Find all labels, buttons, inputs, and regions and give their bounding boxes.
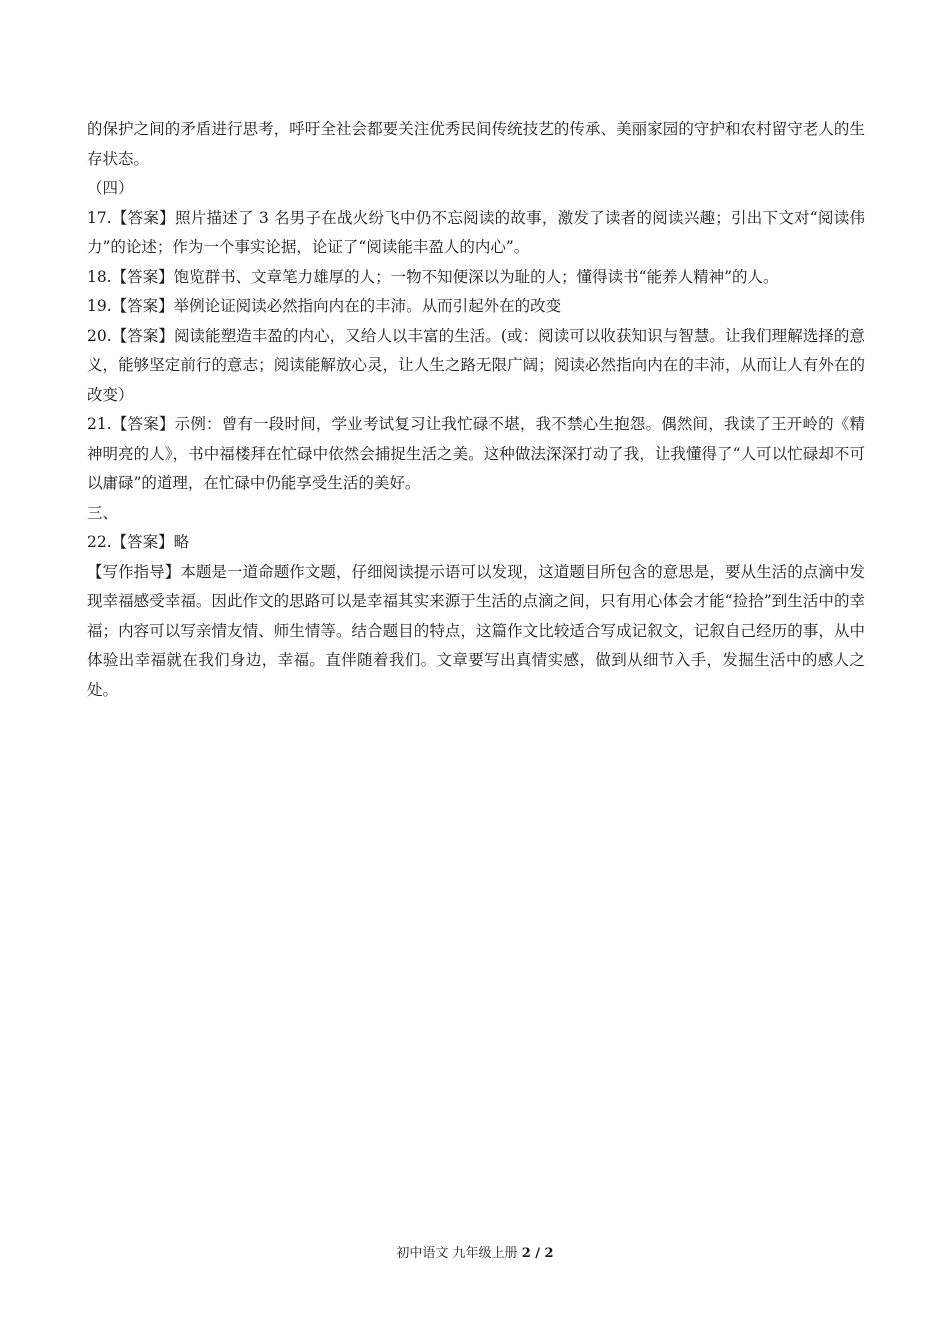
page-footer [0, 1245, 950, 1263]
answer-20: 20.【答案】阅读能塑造丰盈的内心，又给人以丰富的生活。(或：阅读可以收获知识与智慧。让我们理解选择的意义，能够坚定前行的意志；阅读能解放心灵，让人生之路无限广阔；阅读必然指向内在的丰沛，从而让人有外在的改变） [87, 326, 865, 404]
paragraph-continuation: 的保护之间的矛盾进行思考，呼吁全社会都要关注优秀民间传统技艺的传承、美丽家园的守护和农村留守老人的生存状态。 [87, 120, 865, 168]
footer-label: 初中语文 九年级上册 [396, 1246, 522, 1261]
answer-19: 19.【答案】举例论证阅读必然指向内在的丰沛。从而引起外在的改变 [87, 297, 562, 315]
section-heading-three: 三、 [87, 503, 119, 522]
answer-17: 17.【答案】照片描述了 3 名男子在战火纷飞中仍不忘阅读的故事，激发了读者的阅读兴趣；引出下文对“阅读伟力”的论述；作为一个事实论据，论证了“阅读能丰盈人的内心”。 [87, 208, 865, 256]
section-heading-four: （四） [87, 179, 134, 197]
answer-22: 22.【答案】略 [87, 533, 190, 551]
answer-21: 21.【答案】示例：曾有一段时间，学业考试复习让我忙碌不堪，我不禁心生抱怨。偶然间，我读了王开岭的《精神明亮的人》，书中福楼拜在忙碌中依然会捕捉生活之美。这种做法深深打动了我，让我懂得了“人可以忙碌却不可以庸碌”的道理，在忙碌中仍能享受生活的美好。 [87, 415, 865, 492]
answer-content [87, 115, 865, 705]
page-number: 2 / 2 [521, 1246, 554, 1261]
writing-guidance: 【写作指导】本题是一道命题作文题，仔细阅读提示语可以发现，这道题目所包含的意思是，要从生活的点滴中发现幸福感受幸福。因此作文的思路可以是幸福其实来源于生活的点滴之间，只有用心体会才能“捡拾”到生活中的幸福；内容可以写亲情友情、师生情等。结合题目的特点，这篇作文比较适合写成记叙文，记叙自己经历的事，从中体验出幸福就在我们身边，幸福。直伴随着我们。文章要写出真情实感，做到从细节入手，发掘生活中的感人之处。 [87, 562, 865, 699]
answer-18: 18.【答案】饱览群书、文章笔力雄厚的人；一物不知便深以为耻的人；懂得读书“能养人精神”的人。 [87, 267, 779, 286]
